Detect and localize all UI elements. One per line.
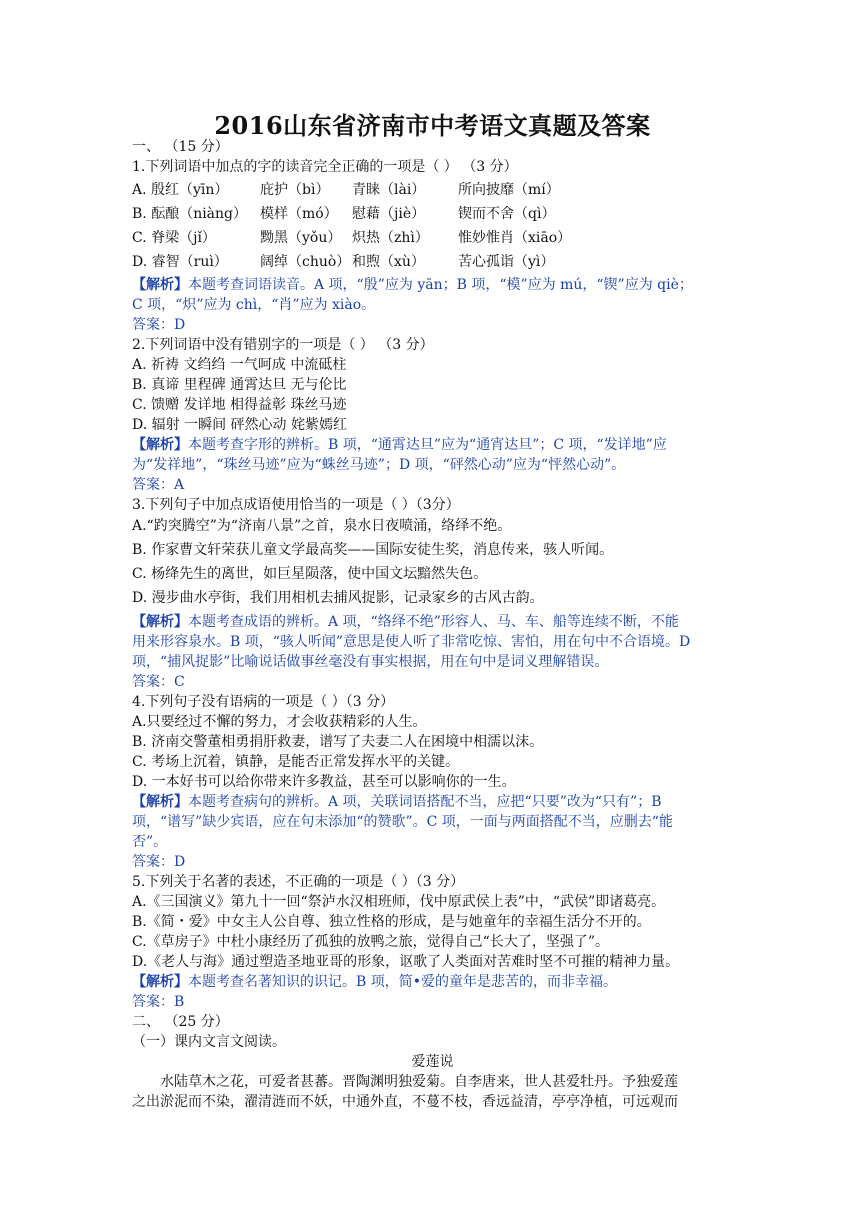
q4-option-c: C. 考场上沉着，镇静，是能否正常发挥水平的关键。 [132, 754, 460, 770]
q5-option-d: D.《老人与海》通过塑造圣地亚哥的形象，讴歌了人类面对苦难时坚不可摧的精神力量。 [132, 954, 680, 970]
q5-option-b: B.《简・爱》中女主人公自尊、独立性格的形成，是与她童年的幸福生活分不开的。 [132, 914, 651, 930]
q1-a-4: 所向披靡（mí） [458, 182, 560, 198]
q1-stem: 1.下列词语中加点的字的读音完全正确的一项是（ ） （3 分） [132, 159, 518, 175]
q2-option-b: B. 真谛 里程碑 通霄达旦 无与伦比 [132, 377, 347, 393]
q1-b-4: 锲而不舍（qì） [458, 206, 556, 222]
q3-answer: 答案：C [132, 674, 185, 690]
q4-option-b: B. 济南交警董相勇捐肝救妻，谱写了夫妻二人在困境中相濡以沫。 [132, 734, 544, 750]
q4-analysis-label: 【解析】 [132, 794, 188, 810]
q1-answer: 答案：D [132, 317, 186, 333]
q1-d-2: 阔绰（chuò） [260, 254, 351, 270]
q5-option-a: A.《三国演义》第九十一回“祭泸水汉相班师，伐中原武侯上表”中，“武侯”即诸葛亮。 [132, 894, 666, 910]
q1-analysis-line-2: C 项，“炽”应为 chì，“肖”应为 xiào。 [132, 297, 376, 313]
q1-d-4: 苦心孤诣（yì） [458, 254, 555, 270]
q1-c-1: C. 脊梁（jǐ） [132, 230, 216, 246]
q2-analysis-line-1 [132, 435, 742, 455]
q5-analysis-label: 【解析】 [132, 974, 188, 990]
q2-stem: 2.下列词语中没有错别字的一项是（ ） （3 分） [132, 337, 434, 353]
q3-analysis-line-1 [132, 612, 742, 632]
q2-analysis-line-2: 为“发祥地”，“珠丝马迹”应为“蛛丝马迹”；D 项，“砰然心动”应为“怦然心动”。 [132, 457, 626, 473]
q5-answer: 答案：B [132, 994, 185, 1010]
q3-analysis-line-2: 用来形容泉水。B 项，“骇人听闻”意思是使人听了非常吃惊、害怕，用在句中不合语境。D [132, 634, 691, 650]
q2-analysis-label: 【解析】 [132, 437, 188, 453]
section-1-heading: 一、 （15 分） [132, 139, 229, 155]
q1-b-2: 模样（mó） [260, 206, 338, 222]
q1-c-4: 惟妙惟肖（xiāo） [458, 230, 572, 246]
q1-option-d [132, 252, 742, 272]
document-title: 2016山东省济南市中考语文真题及答案 [214, 111, 651, 140]
q1-d-1: D. 睿智（ruì） [132, 254, 228, 270]
essay-paragraph-line-1: 水陆草木之花，可爱者甚蕃。晋陶渊明独爱菊。自李唐来，世人甚爱牡丹。予独爱莲 [160, 1074, 678, 1090]
q4-stem: 4.下列句子没有语病的一项是（ ）（3 分） [132, 694, 395, 710]
essay-paragraph-line-2: 之出淤泥而不染，濯清涟而不妖，中通外直，不蔓不枝，香远益清，亭亭净植，可远观而 [132, 1094, 678, 1110]
q1-analysis-label: 【解析】 [132, 277, 188, 293]
q3-analysis-text-1: 本题考查成语的辨析。A 项，“络绎不绝”形容人、马、车、船等连续不断，不能 [188, 614, 679, 630]
q2-option-c: C. 馈赠 发详地 相得益彰 珠丝马迹 [132, 397, 347, 413]
q1-a-1: A. 殷红（yīn） [132, 182, 229, 198]
q1-c-3: 炽热（zhì） [352, 230, 429, 246]
q3-analysis-label: 【解析】 [132, 614, 188, 630]
q1-d-3: 和煦（xù） [352, 254, 425, 270]
q1-option-b [132, 204, 742, 224]
q3-analysis-line-3: 项，“捕风捉影”比喻说话做事丝毫没有事实根据，用在句中是词义理解错误。 [132, 654, 609, 670]
q3-stem: 3.下列句子中加点成语使用恰当的一项是（ ）（3分） [132, 497, 460, 513]
section-2-heading: 二、 （25 分） [132, 1014, 229, 1030]
q4-analysis-line-2: 项，“谱写”缺少宾语，应在句末添加“的赞歌”。C 项，一面与两面搭配不当，应删去“能 [132, 814, 673, 830]
q1-analysis-text-1: 本题考查词语读音。A 项，“殷”应为 yān；B 项，“模”应为 mú，“锲”应为 qiè； [188, 277, 693, 293]
q4-analysis-line-3: 否”。 [132, 834, 168, 850]
q2-analysis-text-1: 本题考查字形的辨析。B 项，“通霄达旦”应为“通宵达旦”；C 项，“发详地”应 [188, 437, 667, 453]
q1-b-3: 慰藉（jiè） [352, 206, 426, 222]
essay-title: 爱莲说 [411, 1054, 454, 1070]
q5-stem: 5.下列关于名著的表述，不正确的一项是（ ）（3 分） [132, 874, 465, 890]
q1-a-2: 庇护（bì） [260, 182, 330, 198]
q2-answer: 答案：A [132, 477, 185, 493]
q1-analysis-line-1 [132, 275, 742, 295]
q4-option-a: A.只要经过不懈的努力，才会收获精彩的人生。 [132, 714, 427, 730]
q4-option-d: D. 一本好书可以给你带来许多教益，甚至可以影响你的一生。 [132, 774, 516, 790]
q1-option-c [132, 228, 742, 248]
q1-b-1: B. 酝酿（niàng） [132, 206, 248, 222]
q4-analysis-text-1: 本题考查病句的辨析。A 项，关联词语搭配不当，应把“只要”改为“只有”；B [188, 794, 662, 810]
q2-option-d: D. 辐射 一瞬间 砰然心动 姹紫嫣红 [132, 417, 347, 433]
q1-a-3: 青睐（lài） [352, 182, 426, 198]
q4-analysis-line-1 [132, 792, 742, 812]
q5-analysis-line-1 [132, 972, 742, 992]
q4-answer: 答案：D [132, 854, 186, 870]
q3-option-d: D. 漫步曲水亭街，我们用相机去捕风捉影，记录家乡的古风古韵。 [132, 590, 544, 606]
q5-option-c: C.《草房子》中杜小康经历了孤独的放鸭之旅，觉得自己“长大了，坚强了”。 [132, 934, 609, 950]
q3-option-b: B. 作家曹文轩荣获儿童文学最高奖——国际安徒生奖，消息传来，骇人听闻。 [132, 542, 614, 558]
q2-option-a: A. 祈祷 文绉绉 一气呵成 中流砥柱 [132, 357, 347, 373]
q3-option-c: C. 杨绛先生的离世，如巨星陨落，使中国文坛黯然失色。 [132, 566, 488, 582]
q1-c-2: 黝黑（yǒu） [260, 230, 342, 246]
q3-option-a: A.“趵突腾空”为“济南八景”之首，泉水日夜喷涌，络绎不绝。 [132, 518, 512, 534]
q5-analysis-text-1: 本题考查名著知识的识记。B 项，简•爱的童年是悲苦的，而非幸福。 [188, 974, 617, 990]
subsection-1-heading: （一）课内文言文阅读。 [132, 1034, 286, 1050]
q1-option-a [132, 180, 742, 200]
